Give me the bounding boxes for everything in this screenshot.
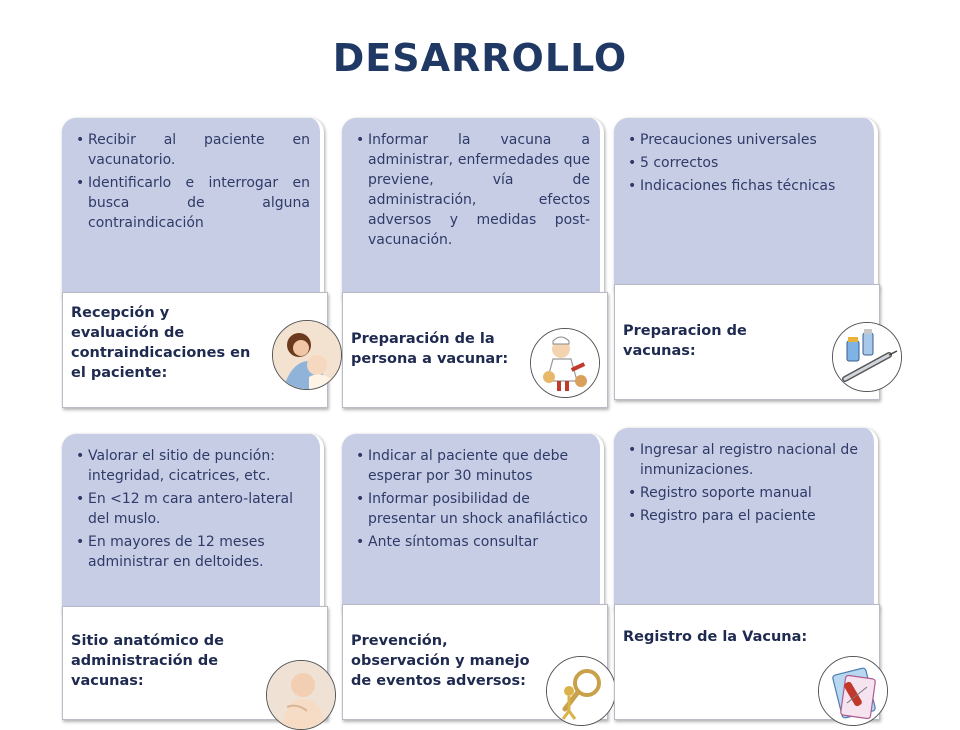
bullet-item: • Informar posibilidad de presentar un shock anafiláctico <box>356 489 590 529</box>
card-label: Preparacion de vacunas: <box>623 323 747 359</box>
card-label: Sitio anatómico de administración de vacunas: <box>71 633 225 689</box>
bullet-item: • En <12 m cara antero-lateral del muslo. <box>76 489 310 529</box>
bullet-item: • En mayores de 12 meses administrar en deltoides. <box>76 532 310 572</box>
bullet-item: • Registro soporte manual <box>628 483 864 503</box>
bullet-item: • Indicaciones fichas técnicas <box>628 176 864 196</box>
bullet-item: • Recibir al paciente en vacunatorio. <box>76 130 310 170</box>
bullet-item: • Valorar el sitio de punción: integridad, cicatrices, etc. <box>76 446 310 486</box>
vaccine-vials-icon <box>832 322 902 392</box>
bullet-item: • Precauciones universales <box>628 130 864 150</box>
card-bullets <box>62 434 324 614</box>
card-bullets <box>62 118 324 298</box>
bullet-item: • Ingresar al registro nacional de inmunizaciones. <box>628 440 864 480</box>
magnifier-figure-icon <box>546 656 616 726</box>
bullet-item: • 5 correctos <box>628 153 864 173</box>
card-bullets <box>614 428 878 612</box>
records-icon <box>818 656 888 726</box>
card-label: Prevención, observación y manejo de eventos adversos: <box>351 633 530 689</box>
bullet-item: • Indicar al paciente que debe esperar por 30 minutos <box>356 446 590 486</box>
bullet-item: • Registro para el paciente <box>628 506 864 526</box>
card-label: Preparación de la persona a vacunar: <box>351 331 509 367</box>
doctor-cartoon-icon <box>530 328 600 398</box>
page-title: DESARROLLO <box>332 36 628 80</box>
card-label: Registro de la Vacuna: <box>623 629 808 645</box>
card-bullets <box>614 118 878 292</box>
bullet-item: • Identificarlo e interrogar en busca de alguna contraindicación <box>76 173 310 233</box>
card-label: Recepción y evaluación de contraindicaciones en el paciente: <box>71 305 251 381</box>
mother-baby-icon <box>272 320 342 390</box>
bullet-item: • Informar la vacuna a administrar, enfermedades que previene, vía de administración, efectos adversos y medidas post-vacunación. <box>356 130 590 250</box>
bullet-item: • Ante síntomas consultar <box>356 532 590 552</box>
card-bullets <box>342 434 604 614</box>
card-bullets <box>342 118 604 300</box>
